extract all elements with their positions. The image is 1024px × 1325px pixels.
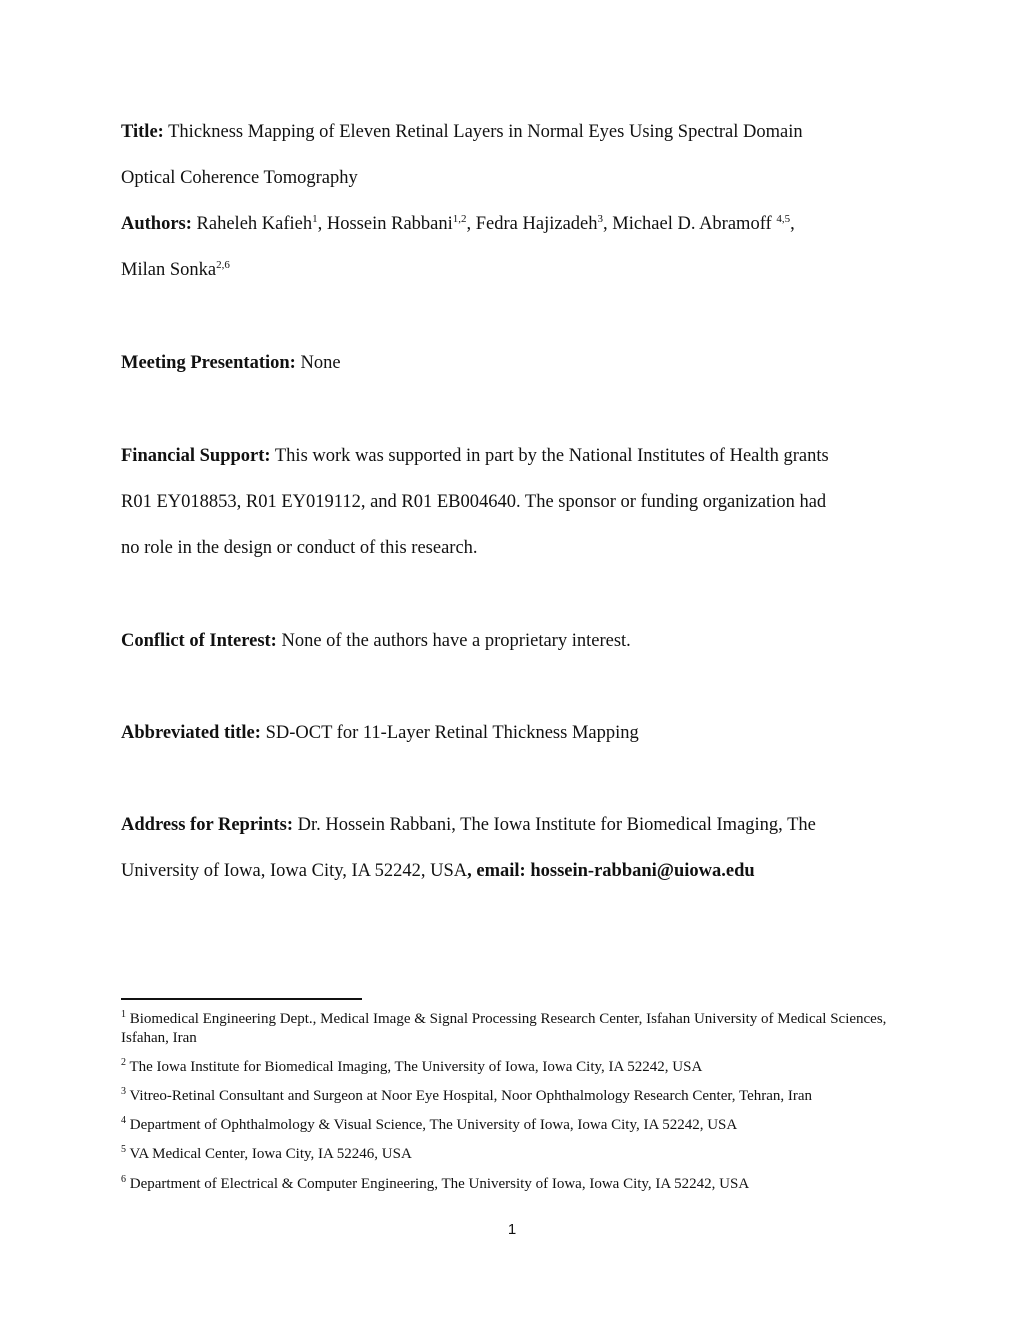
footnote-divider xyxy=(121,998,362,1000)
conflict-label: Conflict of Interest: xyxy=(121,631,277,651)
title-text: Thickness Mapping of Eleven Retinal Layers in Normal Eyes Using Spectral Domain xyxy=(168,122,803,142)
meeting-label: Meeting Presentation: xyxy=(121,353,296,373)
abbrev-label: Abbreviated title: xyxy=(121,723,261,743)
footnote-2 xyxy=(121,1058,911,1077)
abbrev-value: SD-OCT for 11-Layer Retinal Thickness Mapping xyxy=(265,723,639,743)
author-sep: , xyxy=(317,214,327,234)
address-line-1 xyxy=(121,814,921,836)
author-name: Hossein Rabbani xyxy=(326,214,453,234)
footnote-text: VA Medical Center, Iowa City, IA 52246, USA xyxy=(129,1146,412,1162)
author-name: Raheleh Kafieh xyxy=(196,214,313,234)
meeting-line xyxy=(121,352,921,374)
title-label: Title: xyxy=(121,122,164,142)
footnote-3 xyxy=(121,1087,911,1106)
meeting-value: None xyxy=(300,353,341,373)
author-affil: 2,6 xyxy=(216,259,230,271)
author-affil: 4,5 xyxy=(776,213,791,225)
authors-label: Authors: xyxy=(121,214,192,234)
author-affil: 1 xyxy=(312,213,318,225)
financial-line-3 xyxy=(121,537,921,559)
authors-line-1 xyxy=(121,213,921,235)
abbrev-line xyxy=(121,722,921,744)
financial-text: This work was supported in part by the National Institutes of Health grants xyxy=(274,446,829,466)
financial-line-2 xyxy=(121,491,921,513)
footnote-text: Department of Electrical & Computer Engineering, The University of Iowa, Iowa City, IA 52242, USA xyxy=(129,1176,750,1192)
address-label: Address for Reprints: xyxy=(121,815,293,835)
footnote-marker: 1 xyxy=(121,1009,126,1020)
footnote-text: Department of Ophthalmology & Visual Science, The University of Iowa, Iowa City, IA 52242, USA xyxy=(129,1117,738,1133)
author-affil: 3 xyxy=(597,213,603,225)
author-sep: , xyxy=(790,214,795,234)
footnote-marker: 2 xyxy=(121,1057,126,1068)
footnote-text: The Iowa Institute for Biomedical Imaging, The University of Iowa, Iowa City, IA 52242, USA xyxy=(129,1059,703,1075)
conflict-value: None of the authors have a proprietary interest. xyxy=(281,631,631,651)
author-sep: , xyxy=(603,214,613,234)
address-text: Dr. Hossein Rabbani, The Iowa Institute for Biomedical Imaging, The xyxy=(297,815,816,835)
author-affil: 1,2 xyxy=(452,213,467,225)
address-line-2 xyxy=(121,860,921,882)
email-link[interactable]: hossein-rabbani@uiowa.edu xyxy=(530,861,755,881)
title-text-cont: Optical Coherence Tomography xyxy=(121,168,358,188)
author-name: Fedra Hajizadeh xyxy=(475,214,598,234)
financial-text-cont: R01 EY018853, R01 EY019112, and R01 EB004640. The sponsor or funding organization had xyxy=(121,492,827,512)
footnote-1 xyxy=(121,1010,911,1048)
title-line-1 xyxy=(121,121,921,143)
footnote-5 xyxy=(121,1145,911,1164)
financial-label: Financial Support: xyxy=(121,446,271,466)
address-text-cont: University of Iowa, Iowa City, IA 52242, USA xyxy=(121,861,468,881)
footnote-marker: 6 xyxy=(121,1174,126,1185)
conflict-line xyxy=(121,630,921,652)
page-number: 1 xyxy=(507,1221,517,1238)
author-name: Michael D. Abramoff xyxy=(612,214,777,234)
footnote-text: Vitreo-Retinal Consultant and Surgeon at Noor Eye Hospital, Noor Ophthalmology Research Center, Tehran, Iran xyxy=(129,1088,813,1104)
footnote-text: Biomedical Engineering Dept., Medical Image & Signal Processing Research Center, Isfahan University of Medical Sciences, Isfahan, Iran xyxy=(121,1011,887,1046)
financial-line-1 xyxy=(121,445,921,467)
footnote-4 xyxy=(121,1116,911,1135)
financial-text-cont: no role in the design or conduct of this research. xyxy=(121,538,478,558)
email-label: , email: xyxy=(467,861,526,881)
author-sep: , xyxy=(466,214,476,234)
footnote-marker: 3 xyxy=(121,1086,126,1097)
footnote-marker: 5 xyxy=(121,1144,126,1155)
footnote-marker: 4 xyxy=(121,1115,126,1126)
footnote-6 xyxy=(121,1175,911,1194)
author-name: Milan Sonka xyxy=(121,260,217,280)
authors-line-2 xyxy=(121,259,921,281)
title-line-2 xyxy=(121,167,921,189)
